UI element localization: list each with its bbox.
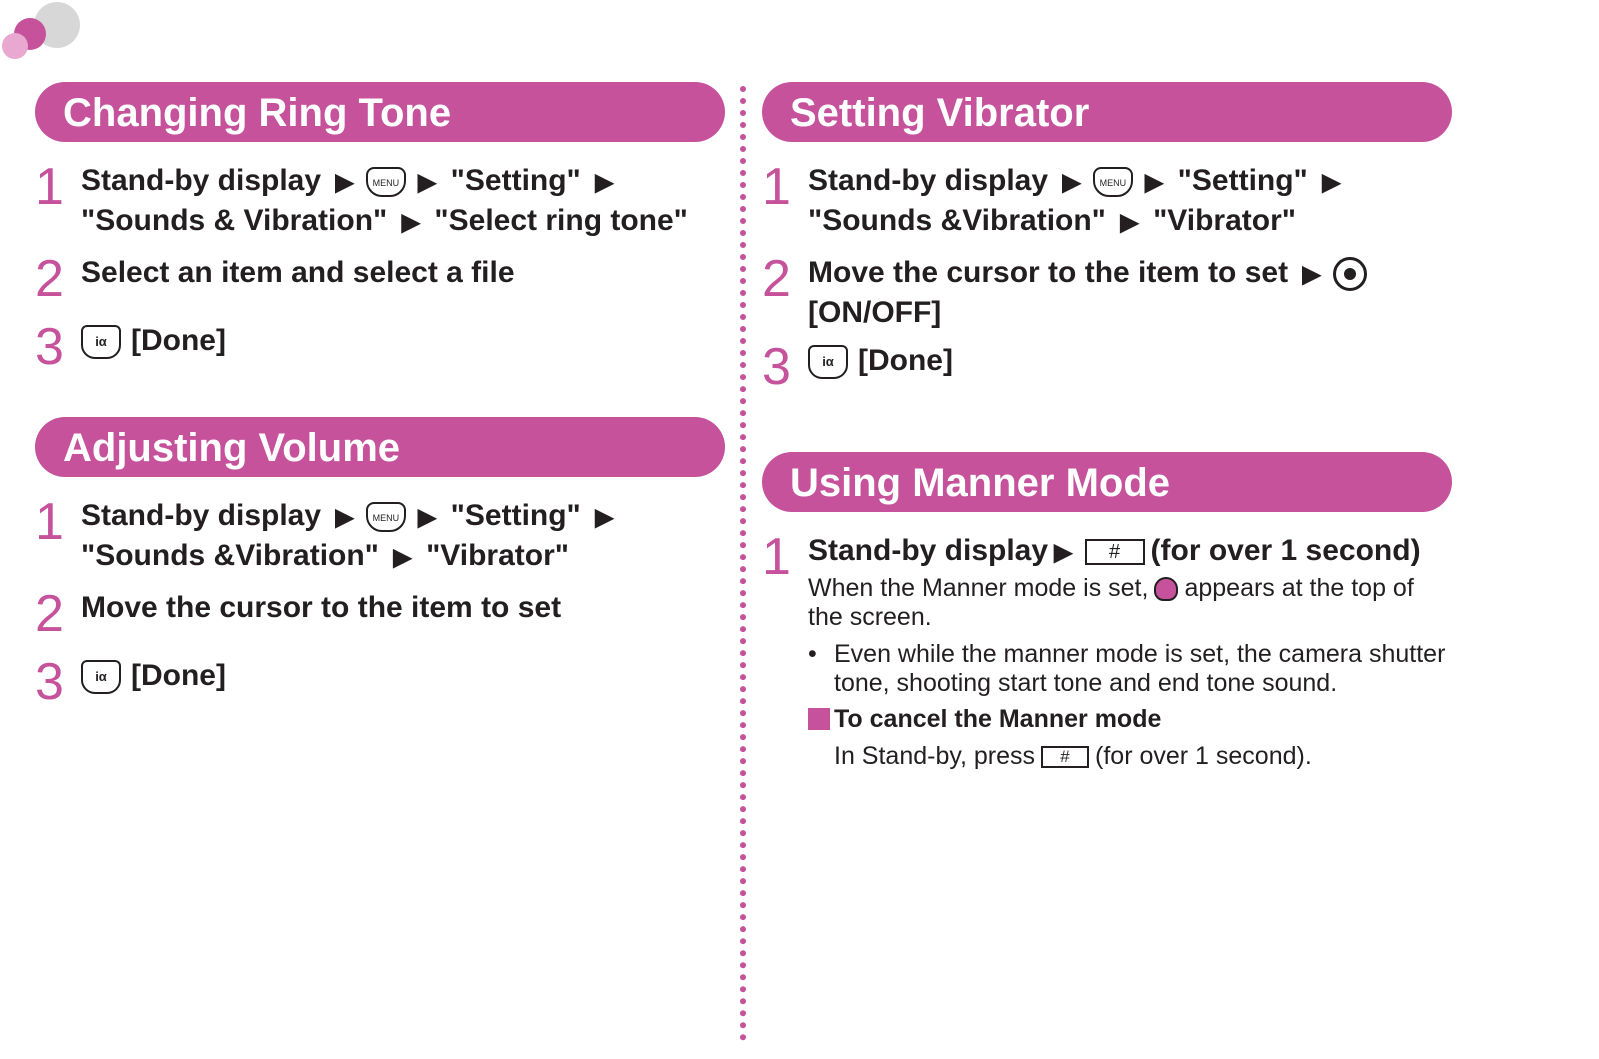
step-text bbox=[808, 532, 1452, 572]
section-title: Using Manner Mode bbox=[762, 452, 1452, 512]
step-text bbox=[808, 254, 1452, 332]
step-number: 1 bbox=[762, 528, 791, 586]
square-marker-icon bbox=[808, 708, 830, 730]
text: [Done] bbox=[858, 344, 953, 377]
arrow-icon: ▶ bbox=[1054, 539, 1073, 566]
arrow-icon: ▶ bbox=[417, 169, 437, 196]
arrow-icon: ▶ bbox=[1120, 209, 1139, 236]
arrow-icon: ▶ bbox=[335, 504, 354, 531]
arrow-icon: ▶ bbox=[1144, 169, 1164, 196]
step-number: 3 bbox=[35, 653, 64, 711]
section-manner-mode bbox=[762, 452, 1452, 771]
i-alpha-key-icon: iα bbox=[81, 660, 121, 694]
text: In Stand-by, press bbox=[834, 742, 1036, 770]
step-text bbox=[81, 497, 725, 577]
i-alpha-key-icon: iα bbox=[81, 325, 121, 359]
arrow-icon: ▶ bbox=[417, 504, 437, 531]
step-text bbox=[81, 162, 725, 242]
step-number: 3 bbox=[35, 318, 64, 376]
text: "Sounds &Vibration" bbox=[81, 539, 379, 572]
manner-description bbox=[808, 574, 1448, 632]
arrow-icon: ▶ bbox=[335, 169, 354, 196]
section-ring-tone bbox=[35, 82, 725, 376]
step-number: 1 bbox=[35, 493, 64, 551]
step-text bbox=[81, 657, 725, 695]
arrow-icon: ▶ bbox=[1302, 261, 1321, 288]
text: appears at the top of the screen. bbox=[808, 574, 1414, 631]
step-1 bbox=[762, 158, 1452, 242]
text: "Setting" bbox=[1177, 164, 1308, 197]
section-title: Setting Vibrator bbox=[762, 82, 1452, 142]
step-text bbox=[808, 342, 1452, 380]
menu-key-icon: MENU bbox=[366, 167, 406, 197]
arrow-icon: ▶ bbox=[1062, 169, 1081, 196]
arrow-icon: ▶ bbox=[401, 209, 421, 236]
arrow-icon: ▶ bbox=[595, 504, 614, 531]
step-number: 2 bbox=[35, 250, 64, 308]
bullet-icon: • bbox=[808, 640, 817, 668]
menu-key-icon: MENU bbox=[366, 502, 406, 532]
step-number: 1 bbox=[762, 158, 791, 216]
text: Stand-by display bbox=[808, 534, 1049, 567]
text: To cancel the Manner mode bbox=[834, 705, 1162, 733]
text: "Sounds & Vibration" bbox=[81, 204, 388, 237]
section-title: Adjusting Volume bbox=[35, 417, 725, 477]
step-3 bbox=[35, 318, 725, 376]
text: (for over 1 second) bbox=[1150, 534, 1421, 567]
hash-key-icon: # bbox=[1041, 746, 1089, 768]
text: "Vibrator" bbox=[426, 539, 569, 572]
step-number: 3 bbox=[762, 338, 791, 396]
manner-mode-icon bbox=[1154, 577, 1178, 601]
text: Stand-by display bbox=[808, 164, 1049, 197]
text: [ON/OFF] bbox=[808, 296, 942, 329]
text: "Vibrator" bbox=[1153, 204, 1296, 237]
cancel-instruction bbox=[808, 742, 1452, 771]
step-number: 2 bbox=[762, 250, 791, 308]
text: "Setting" bbox=[450, 164, 581, 197]
arrow-icon: ▶ bbox=[595, 169, 614, 196]
section-adjusting-volume bbox=[35, 417, 725, 711]
step-3 bbox=[762, 338, 1452, 396]
text: Move the cursor to the item to set bbox=[808, 256, 1289, 289]
decor-circle-pink bbox=[2, 33, 28, 59]
center-key-icon bbox=[1333, 257, 1367, 291]
arrow-icon: ▶ bbox=[1322, 169, 1341, 196]
i-alpha-key-icon: iα bbox=[808, 345, 848, 379]
text: Even while the manner mode is set, the camera shutter tone, shooting start tone and end tone sound. bbox=[834, 640, 1446, 697]
section-setting-vibrator bbox=[762, 82, 1452, 396]
text: When the Manner mode is set, bbox=[808, 574, 1149, 602]
text: [Done] bbox=[131, 659, 226, 692]
text: "Setting" bbox=[450, 499, 581, 532]
step-2 bbox=[35, 585, 725, 643]
section-title: Changing Ring Tone bbox=[35, 82, 725, 142]
step-number: 2 bbox=[35, 585, 64, 643]
text: "Sounds &Vibration" bbox=[808, 204, 1106, 237]
text: Stand-by display bbox=[81, 164, 322, 197]
note-bullet bbox=[808, 640, 1454, 698]
step-text bbox=[81, 322, 725, 360]
cancel-heading bbox=[808, 704, 1452, 734]
step-text: Move the cursor to the item to set bbox=[81, 591, 562, 624]
step-text: Select an item and select a file bbox=[81, 256, 515, 289]
step-3 bbox=[35, 653, 725, 711]
step-1 bbox=[35, 158, 725, 242]
hash-key-icon: # bbox=[1085, 539, 1145, 565]
text: (for over 1 second). bbox=[1095, 742, 1312, 770]
step-text bbox=[808, 162, 1452, 242]
step-2 bbox=[762, 250, 1452, 332]
column-divider bbox=[740, 86, 746, 1041]
step-2 bbox=[35, 250, 725, 308]
menu-key-icon: MENU bbox=[1093, 167, 1133, 197]
step-number: 1 bbox=[35, 158, 64, 216]
arrow-icon: ▶ bbox=[393, 544, 412, 571]
text: [Done] bbox=[131, 324, 226, 357]
text: Stand-by display bbox=[81, 499, 322, 532]
text: "Select ring tone" bbox=[434, 204, 688, 237]
step-1 bbox=[35, 493, 725, 577]
step-1 bbox=[762, 528, 1452, 771]
